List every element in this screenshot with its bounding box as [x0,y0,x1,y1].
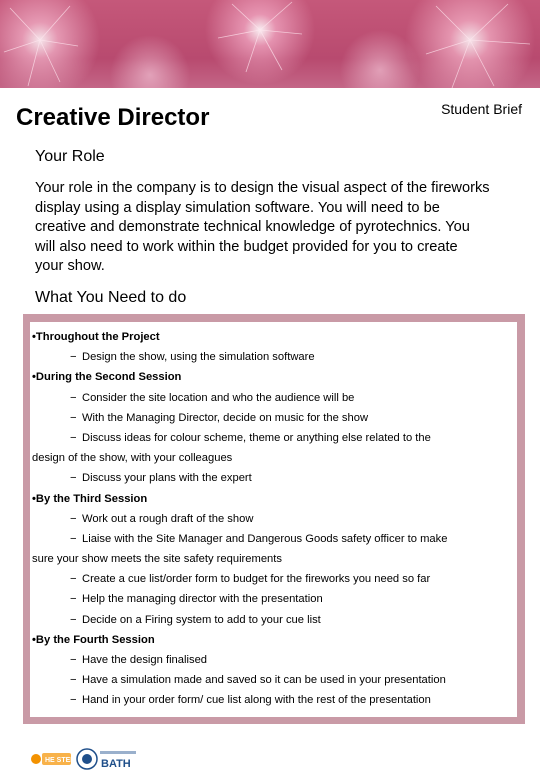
list-item-text: Work out a rough draft of the show [82,512,254,525]
list-item-text: Help the managing director with the presentation [82,593,323,606]
page-subtitle: Student Brief [441,101,522,117]
list-item-text: Have the design finalised [82,654,208,667]
fireworks-banner [0,0,540,98]
tasks-list [32,327,512,711]
list-item-text: Discuss ideas for colour scheme, theme or anything else related to the design of the show, with your colleagues [32,431,431,465]
list-item: − Have a simulation made and saved so it can be used in your presentation [70,674,446,687]
list-item-text: Discuss your plans with the expert [82,472,252,485]
session-heading: •By the Fourth Session [32,633,155,646]
session-label: By the Fourth Session [35,633,155,646]
tasks-heading: What You Need to do [35,289,187,306]
list-item-text: Decide on a Firing system to add to your cue list [82,613,321,626]
list-item-text: Have a simulation made and saved so it can be used in your presentation [82,674,446,687]
list-item: − Liaise with the Site Manager and Dangerous Goods safety officer to make sure your show meets the site safety requirements [32,529,512,569]
logo-right-text: BATH [101,758,131,770]
list-item: − Help the managing director with the presentation [70,593,323,606]
list-item: − Decide on a Firing system to add to your cue list [70,613,321,626]
list-item: − Discuss your plans with the expert [70,472,252,485]
list-item-text: Liaise with the Site Manager and Dangerous Goods safety officer to make sure your show meets the site safety requirements [32,532,448,566]
list-item: − Create a cue list/order form to budget for the fireworks you need so far [70,573,431,586]
session-label: During the Second Session [35,371,182,384]
session-label: Throughout the Project [35,331,160,343]
fireworks-image [0,0,540,98]
page-title: Creative Director [16,104,210,131]
role-heading: Your Role [35,148,105,165]
list-item-text: Create a cue list/order form to budget for the fireworks you need so far [82,573,431,586]
role-description: Your role in the company is to design the visual aspect of the fireworks display using a display simulation software. You will need to be creative and demonstrate technical knowledge of pyrotechnics. You will also need to work within the budget provided for you to create your show. [35,180,490,275]
list-item-text: With the Managing Director, decide on music for the show [82,411,369,424]
university-of-bath-logo [76,746,138,772]
logo-left-text: HE STEM [45,757,77,764]
list-item: − Consider the site location and who the audience will be [70,391,355,404]
session-heading: •Throughout the Project [32,331,160,343]
list-item: − Design the show, using the simulation software [70,351,315,364]
list-item: − Discuss ideas for colour scheme, theme or anything else related to the design of the show, with your colleagues [32,428,512,468]
list-item-text: Consider the site location and who the audience will be [82,391,355,404]
list-item-text: Design the show, using the simulation software [82,351,315,364]
he-stem-logo [30,748,77,770]
list-item: − Hand in your order form/ cue list along with the rest of the presentation [70,694,431,707]
session-heading: •During the Second Session [32,371,182,384]
list-item: − Have the design finalised [70,654,208,667]
session-heading: •By the Third Session [32,492,148,505]
session-label: By the Third Session [35,492,148,505]
list-item: − With the Managing Director, decide on music for the show [70,411,369,424]
list-item-text: Hand in your order form/ cue list along with the rest of the presentation [82,694,431,707]
list-item: − Work out a rough draft of the show [70,512,254,525]
